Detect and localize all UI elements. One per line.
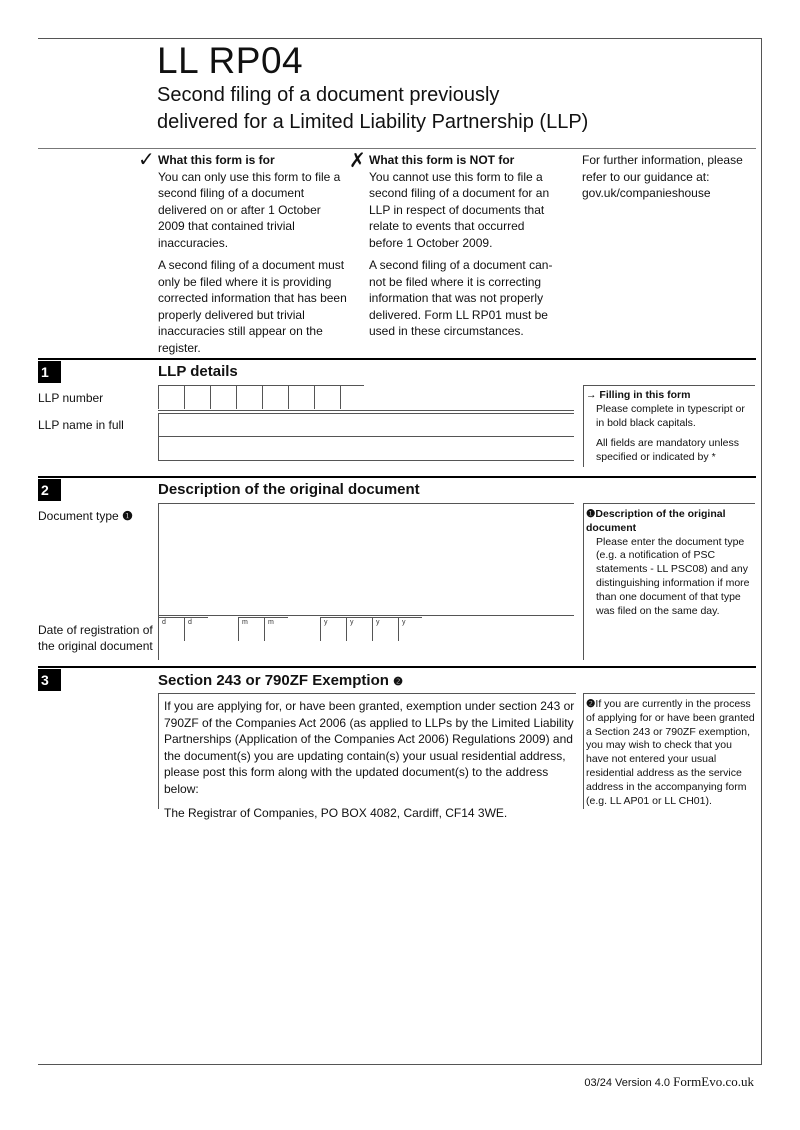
note-2-marker-icon: ❷: [586, 698, 596, 710]
arrow-icon: →: [586, 389, 600, 401]
form-code: LL RP04: [157, 40, 304, 81]
section-2-note-body: Please enter the document type (e.g. a notification of PSC statements - LL PSC08) and any distinguishing information if more than one document of that type was filed on the same day.: [596, 535, 750, 617]
not-for-heading: What this form is NOT for: [369, 153, 515, 167]
not-for-column: [369, 152, 559, 346]
llp-number-label: LLP number: [38, 391, 104, 405]
not-for-p2: A second filing of a document can-not be filed where it is correcting information that was not properly delivered. Form LL RP01 must be used in these circumstances.: [369, 258, 553, 338]
form-subtitle: [157, 82, 607, 136]
date-field[interactable]: d d m m y y y y: [158, 617, 428, 641]
is-for-p2: A second filing of a document must only be filed where it is providing corrected information that has been properly delivered but trivial inaccuracies still appear on the register.: [158, 258, 347, 355]
date-label: Date of registration of the original document: [38, 623, 153, 653]
section-3-body: [164, 698, 576, 828]
note-heading: Filling in this form: [599, 389, 691, 401]
document-type-field[interactable]: [158, 503, 574, 616]
not-for-p1: You cannot use this form to file a second filing of a document for an LLP in respect of documents that relate to events that occurred before 1 October 2009.: [369, 169, 550, 250]
section-1-rule: [38, 358, 756, 360]
llp-number-field[interactable]: [158, 385, 364, 409]
note-p2: All fields are mandatory unless specified or indicated by *: [596, 437, 739, 464]
note-p1: Please complete in typescript or in bold black capitals.: [596, 402, 745, 429]
section-2-number: 2: [38, 479, 61, 501]
subtitle-line-2: delivered for a Limited Liability Partnership (LLP): [157, 111, 589, 133]
cross-icon: ✗: [349, 150, 366, 172]
section-3-title: Section 243 or 790ZF Exemption ❷: [158, 672, 403, 689]
section-3-note-body: If you are currently in the process of applying for or have been granted a Section 243 or 790ZF exemption, you may wish to check that you have not entered your usual residential address as the service address in the accompanying form (e.g. LL AP01 or LL CH01).: [586, 698, 755, 807]
section-3-address: The Registrar of Companies, PO BOX 4082, Cardiff, CF14 3WE.: [164, 806, 508, 820]
is-for-heading: What this form is for: [158, 153, 275, 167]
section-1-note: [586, 389, 754, 465]
llp-name-field-2[interactable]: [158, 437, 574, 461]
brand-text: FormEvo.co.uk: [673, 1074, 754, 1089]
right-border: [761, 38, 762, 1065]
section-3-number: 3: [38, 669, 61, 691]
section-1-number: 1: [38, 361, 61, 383]
section-2-rule: [38, 476, 756, 478]
bottom-border: [38, 1064, 762, 1065]
section-2-note: ❶Description of the original document Please enter the document type (e.g. a notification of PSC statements - LL PSC08) and any distinguishing information if more than one document of that type was filed on the same day.: [586, 508, 755, 618]
section-3-rule: [38, 666, 756, 668]
footer: [584, 1074, 754, 1090]
section-3-p1: If you are applying for, or have been granted, exemption under section 243 or 790ZF of the Companies Act 2006 (as applied to LLPs by the Limited Liability Partnerships (Application of the Companies Act 2006) Regulations 2009) and the document(s) you are updating contain(s) your usual residential address, please post this form along with the updated document(s) to the address below:: [164, 699, 575, 796]
further-info: For further information, please refer to our guidance at: gov.uk/companieshouse: [582, 153, 743, 200]
section-1-note-rule: [583, 385, 584, 467]
section-3-note: [586, 698, 755, 808]
note-1-icon: ❶: [122, 509, 133, 523]
is-for-p1: You can only use this form to file a second filing of a document delivered on or after 1 October 2009 that contained trivial inaccuracies.: [158, 169, 341, 250]
subtitle-line-1: Second filing of a document previously: [157, 84, 500, 106]
version-text: 03/24 Version 4.0: [584, 1077, 671, 1089]
section-2-note-rule: [583, 503, 584, 660]
llp-name-label: LLP name in full: [38, 418, 124, 432]
section-3-note-rule: [583, 693, 584, 809]
check-icon: ✓: [138, 149, 155, 171]
llp-name-field-1[interactable]: [158, 413, 574, 437]
is-for-column: [158, 152, 348, 362]
llp-number-underline: [158, 410, 574, 411]
section-2-title: Description of the original document: [158, 481, 420, 498]
section-1-title: LLP details: [158, 363, 238, 380]
note-2-icon: ❷: [393, 676, 403, 688]
note-1-marker-icon: ❶: [586, 508, 596, 520]
top-border: [38, 38, 762, 39]
document-type-label: Document type ❶: [38, 509, 133, 523]
